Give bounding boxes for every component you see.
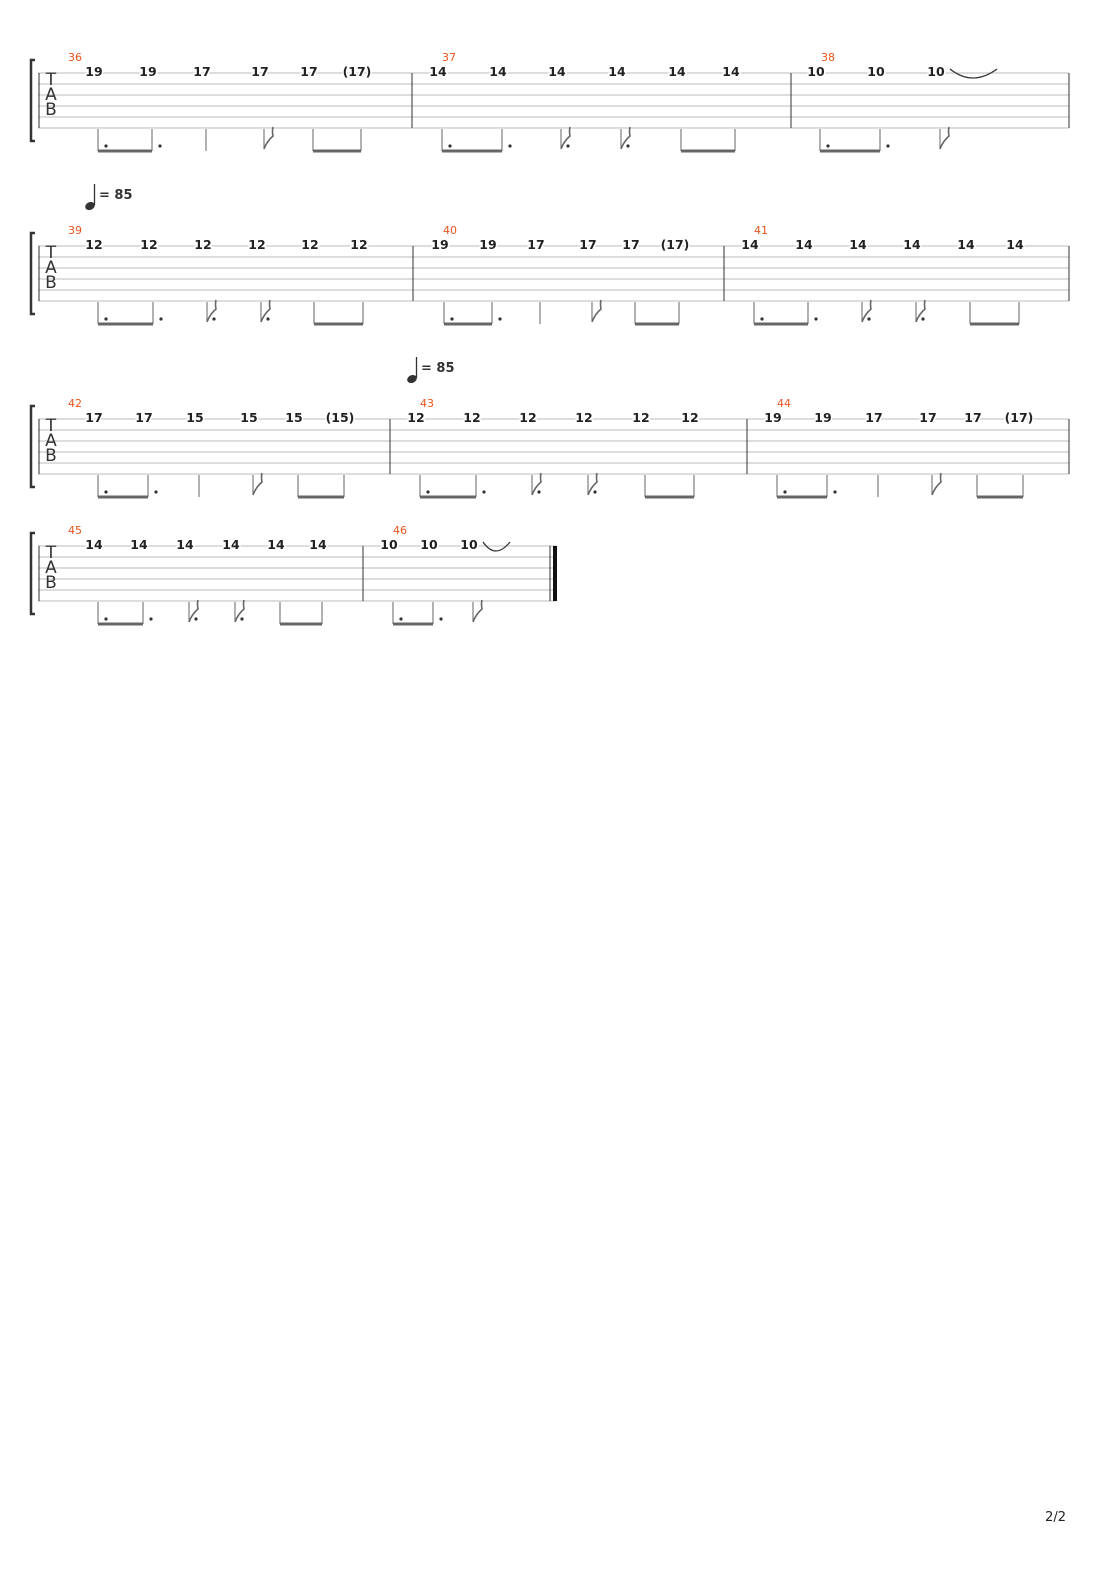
measure-number: 43 [420,397,434,410]
rhythm-dot [886,144,889,147]
rhythm-dot [104,617,107,620]
fret-number: 10 [420,537,438,552]
tab-clef-letter: B [45,446,57,466]
fret-number: 19 [139,64,157,79]
system-bracket [31,233,35,314]
fret-number: 12 [85,237,103,252]
eighth-flag [940,127,949,149]
fret-number: 14 [849,237,867,252]
rhythm-dot [508,144,511,147]
fret-number: 14 [222,537,240,552]
fret-number: 14 [741,237,759,252]
fret-number: 14 [957,237,975,252]
fret-number: 19 [764,410,782,425]
rhythm-dot [104,317,107,320]
fret-number: 14 [267,537,285,552]
rhythm-dot [593,490,596,493]
measure-number: 37 [442,51,456,64]
rhythm-dot [537,490,540,493]
measure-number: 44 [777,397,791,410]
fret-number: 14 [1006,237,1024,252]
rhythm-dot [240,617,243,620]
tab-clef-letter: T [45,70,57,90]
fret-number: 14 [722,64,740,79]
fret-number: 14 [608,64,626,79]
tab-clef-letter: T [45,416,57,436]
fret-number: 14 [176,537,194,552]
fret-number: 12 [681,410,699,425]
eighth-flag [253,473,262,495]
measure-number: 42 [68,397,82,410]
tab-clef-letter: A [45,258,57,278]
rhythm-dot [760,317,763,320]
fret-number: 17 [251,64,269,79]
fret-number: 17 [622,237,640,252]
fret-number: 12 [140,237,158,252]
fret-number: 14 [903,237,921,252]
fret-number: 17 [865,410,883,425]
fret-number: 12 [350,237,368,252]
rhythm-dot [104,490,107,493]
tab-clef-letter: T [45,543,57,563]
fret-number: 12 [519,410,537,425]
rhythm-dot [482,490,485,493]
rhythm-dot [159,317,162,320]
eighth-flag [264,127,273,149]
rhythm-dot [104,144,107,147]
fret-number: 10 [927,64,945,79]
rhythm-dot [867,317,870,320]
tab-clef-letter: B [45,573,57,593]
tab-clef-letter: B [45,273,57,293]
measure-number: 45 [68,524,82,537]
fret-number: 19 [85,64,103,79]
rhythm-dot [158,144,161,147]
rhythm-dot [448,144,451,147]
tab-clef-letter: A [45,558,57,578]
fret-number: 12 [407,410,425,425]
rhythm-dot [154,490,157,493]
rhythm-dot [450,317,453,320]
measure-number: 40 [443,224,457,237]
fret-number: 12 [194,237,212,252]
measure-number: 41 [754,224,768,237]
fret-number: 19 [431,237,449,252]
fret-number: 10 [460,537,478,552]
fret-number: 17 [527,237,545,252]
fret-number: 15 [285,410,303,425]
fret-number: (17) [660,237,690,252]
fret-number: 17 [579,237,597,252]
fret-number: 17 [300,64,318,79]
fret-number: 14 [309,537,327,552]
fret-number: (17) [342,64,372,79]
rhythm-dot [426,490,429,493]
rhythm-dot [212,317,215,320]
fret-number: 14 [130,537,148,552]
eighth-flag [932,473,941,495]
rhythm-dot [266,317,269,320]
fret-number: 12 [248,237,266,252]
rhythm-dot [626,144,629,147]
rhythm-dot [498,317,501,320]
rhythm-dot [566,144,569,147]
system-bracket [31,533,35,614]
fret-number: 14 [489,64,507,79]
fret-number: 14 [668,64,686,79]
eighth-flag [473,600,482,622]
tempo-value: = 85 [99,188,133,203]
measure-number: 38 [821,51,835,64]
fret-number: 14 [548,64,566,79]
fret-number: 19 [814,410,832,425]
rhythm-dot [921,317,924,320]
fret-number: 10 [380,537,398,552]
fret-number: 10 [867,64,885,79]
rhythm-dot [399,617,402,620]
fret-number: 10 [807,64,825,79]
tab-clef-letter: A [45,85,57,105]
measure-number: 36 [68,51,82,64]
fret-number: 12 [575,410,593,425]
system-bracket [31,60,35,141]
eighth-flag [592,300,601,322]
tab-clef-letter: B [45,100,57,120]
fret-number: 17 [964,410,982,425]
fret-number: 12 [301,237,319,252]
tempo-value: = 85 [421,361,455,376]
rhythm-dot [149,617,152,620]
fret-number: 17 [193,64,211,79]
fret-number: 15 [186,410,204,425]
fret-number: 12 [463,410,481,425]
measure-number: 46 [393,524,407,537]
page-number: 2/2 [1045,1510,1066,1525]
measure-number: 39 [68,224,82,237]
rhythm-dot [783,490,786,493]
fret-number: 12 [632,410,650,425]
tab-clef-letter: A [45,431,57,451]
rhythm-dot [194,617,197,620]
rhythm-dot [833,490,836,493]
fret-number: 17 [135,410,153,425]
system-bracket [31,406,35,487]
fret-number: 19 [479,237,497,252]
rhythm-dot [814,317,817,320]
rhythm-dot [826,144,829,147]
fret-number: 17 [919,410,937,425]
tab-clef-letter: T [45,243,57,263]
fret-number: 14 [795,237,813,252]
fret-number: 14 [85,537,103,552]
fret-number: (15) [325,410,355,425]
fret-number: (17) [1004,410,1034,425]
fret-number: 15 [240,410,258,425]
fret-number: 14 [429,64,447,79]
fret-number: 17 [85,410,103,425]
rhythm-dot [439,617,442,620]
